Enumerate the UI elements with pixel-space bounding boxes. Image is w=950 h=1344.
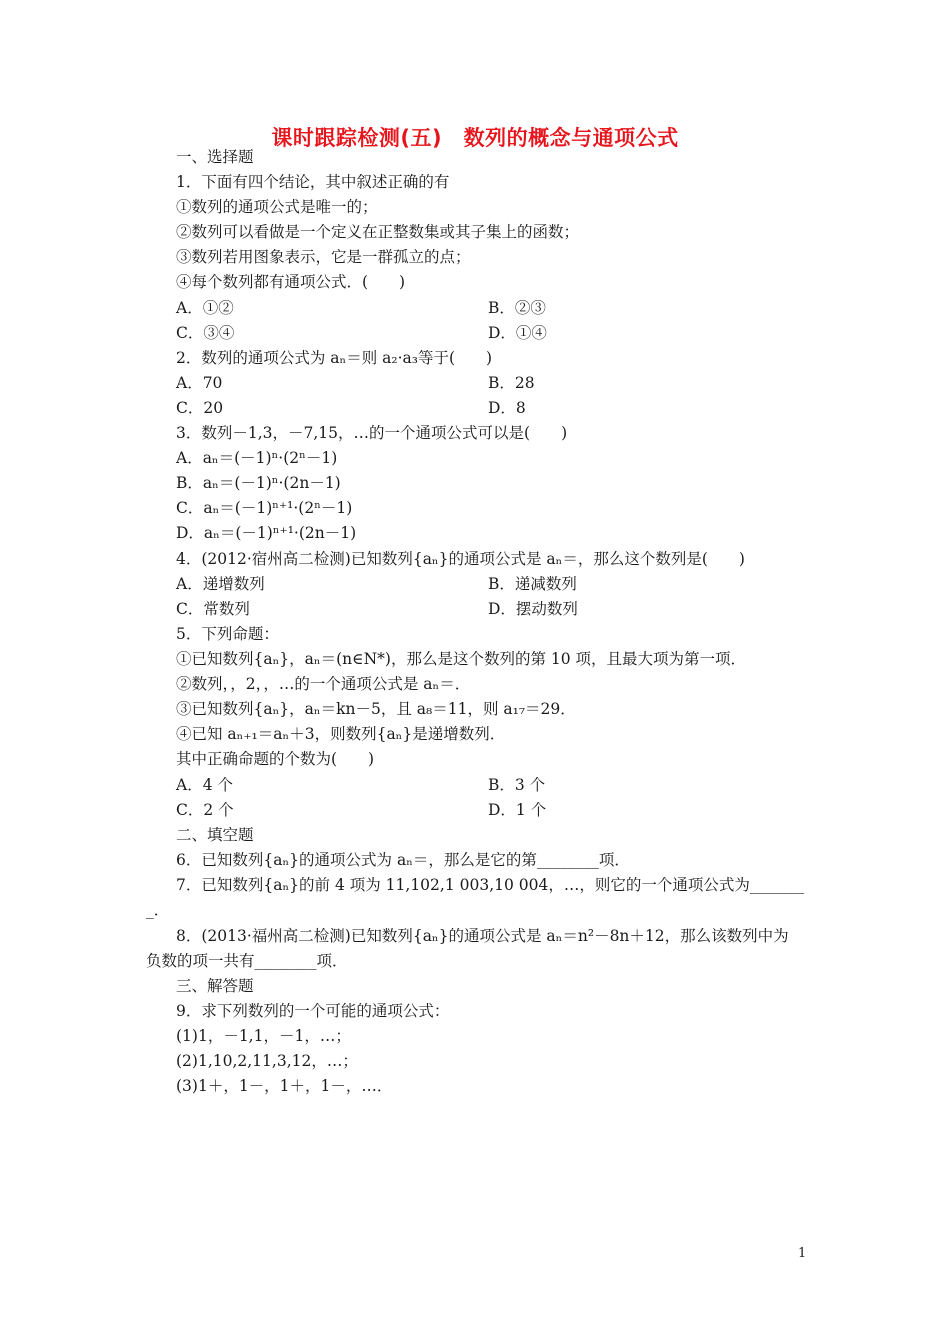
question-1-option-b: B．②③ (488, 299, 546, 317)
question-1-stem: 1．下面有四个结论，其中叙述正确的有 (176, 173, 450, 191)
question-5-item: ④已知 aₙ₊₁＝aₙ＋3，则数列{aₙ}是递增数列． (176, 725, 506, 743)
question-2-option-d: D．8 (488, 399, 526, 417)
question-2-option-a: A．70 (176, 374, 223, 392)
question-2-option-b: B．28 (488, 374, 535, 392)
question-9-item: (1)1，－1,1，－1，…； (176, 1027, 351, 1045)
section-heading-choice: 一、选择题 (176, 148, 254, 166)
question-3-option-c: C．aₙ＝(－1)ⁿ⁺¹·(2ⁿ－1) (176, 499, 353, 517)
question-3-stem: 3．数列－1,3，－7,15，…的一个通项公式可以是( ) (176, 424, 568, 442)
question-7-line: 7．已知数列{aₙ}的前 4 项为 11,102,1 003,10 004，…，则它的一个通项公式为_______ (176, 876, 805, 894)
section-heading-solve: 三、解答题 (176, 977, 254, 995)
section-heading-fill: 二、填空题 (176, 826, 254, 844)
question-1-item: ①数列的通项公式是唯一的； (176, 198, 378, 216)
question-9-item: (3)1＋，1－，1＋，1－，…． (176, 1077, 393, 1095)
question-6: 6．已知数列{aₙ}的通项公式为 aₙ＝，那么是它的第________项． (176, 851, 630, 869)
question-8-line: 负数的项一共有________项． (146, 952, 348, 970)
page-title: 课时跟踪检测(五) 数列的概念与通项公式 (271, 126, 679, 150)
question-5-item: ③已知数列{aₙ}，aₙ＝kn－5，且 a₈＝11，则 a₁₇＝29． (176, 700, 576, 718)
question-1-item: ③数列若用图象表示，它是一群孤立的点； (176, 248, 471, 266)
question-5-option-b: B．3 个 (488, 776, 546, 794)
question-4-stem: 4．(2012·宿州高二检测)已知数列{aₙ}的通项公式是 aₙ＝，那么这个数列是( ) (176, 550, 745, 568)
question-4-option-d: D．摆动数列 (488, 600, 578, 618)
question-5-item: ①已知数列{aₙ}，aₙ＝(n∈N*)，那么是这个数列的第 10 项，且最大项为第一项． (176, 650, 747, 668)
question-1-option-c: C．③④ (176, 324, 235, 342)
question-1-item: ④每个数列都有通项公式．( ) (176, 273, 406, 291)
question-3-option-d: D．aₙ＝(－1)ⁿ⁺¹·(2n－1) (176, 524, 357, 542)
question-7-line: _． (146, 901, 170, 919)
question-1-option-d: D．①④ (488, 324, 547, 342)
question-4-option-b: B．递减数列 (488, 575, 577, 593)
question-3-option-a: A．aₙ＝(－1)ⁿ·(2ⁿ－1) (176, 449, 338, 467)
question-3-option-b: B．aₙ＝(－1)ⁿ·(2n－1) (176, 474, 341, 492)
question-5-option-c: C．2 个 (176, 801, 234, 819)
question-9-item: (2)1,10,2,11,3,12，…； (176, 1052, 358, 1070)
question-5-option-d: D．1 个 (488, 801, 547, 819)
question-1-item: ②数列可以看做是一个定义在正整数集或其子集上的函数； (176, 223, 580, 241)
question-2-stem: 2．数列的通项公式为 aₙ＝则 a₂·a₃等于( ) (176, 349, 493, 367)
question-5-tail: 其中正确命题的个数为( ) (176, 750, 375, 768)
question-8-line: 8．(2013·福州高二检测)已知数列{aₙ}的通项公式是 aₙ＝n²－8n＋12，那么该数列中为 (176, 927, 789, 945)
question-4-option-a: A．递增数列 (176, 575, 265, 593)
question-5-stem: 5．下列命题： (176, 625, 279, 643)
question-1-option-a: A．①② (176, 299, 234, 317)
question-2-option-c: C．20 (176, 399, 224, 417)
question-4-option-c: C．常数列 (176, 600, 250, 618)
question-5-item: ②数列，，2，，…的一个通项公式是 aₙ＝． (176, 675, 471, 693)
question-9-stem: 9．求下列数列的一个可能的通项公式： (176, 1002, 450, 1020)
question-5-option-a: A．4 个 (176, 776, 233, 794)
page-number: 1 (798, 1246, 807, 1261)
